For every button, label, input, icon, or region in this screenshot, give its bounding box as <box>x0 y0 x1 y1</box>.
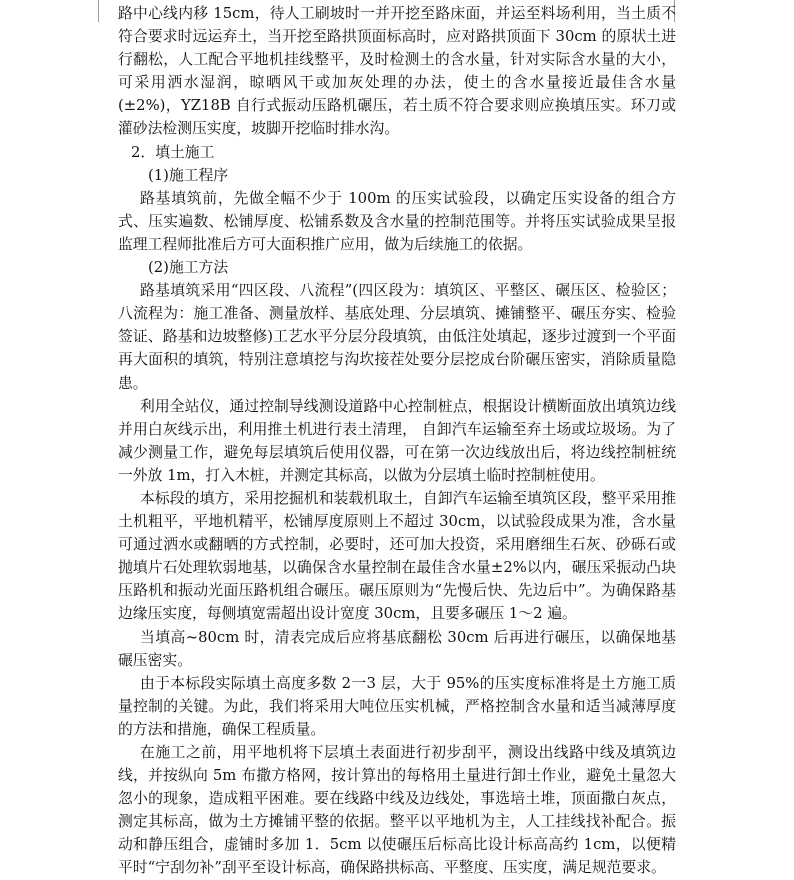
section-heading-fill-construction: 2．填土施工 <box>131 143 215 161</box>
crop-mark-left <box>98 0 99 22</box>
paragraph-fill-height: 当填高~80cm 时，清表完成后应将基底翻松 30cm 后再进行碾压，以确保地基碾压密实。 <box>118 628 676 669</box>
paragraph-four-zones-eight-flows: 路基填筑采用“四区段、八流程”(四区段为：填筑区、平整区、碾压区、检验区；八流程为：施工准备、测量放样、基底处理、分层填筑、摊铺整平、碾压夯实、检验签证、路基和边坡整修)工艺水平分层分段填筑，由低注处填起，逐步过渡到一个平面再大面积的填筑，特别注意填挖与沟坎接茬处要分层挖成台阶碾压密实，消除质量隐患。 <box>118 282 676 392</box>
paragraph-leveling: 在施工之前，用平地机将下层填土表面进行初步刮平，测设出线路中线及填筑边线，并按纵向 5m 布撒方格网，按计算出的每格用土量进行卸土作业，避免土量忽大忽小的现象，造成粗平困难。要在线路中线及边线处，事选培土堆，顶面撒白灰点，测定其标高，做为土方摊铺平整的依据。整平以平地机为主，人工挂线找补配合。振动和静压组合，虚铺时多加 1．5cm 以使碾压后标高比设计标高高约 1cm，以便精平时“宁刮勿补”刮平至设计标高，确保路拱标高、平整度、压实度，满足规范要求。 <box>118 744 676 877</box>
document-page <box>118 2 676 880</box>
paragraph-compaction-standard: 由于本标段实际填土高度多数 2一3 层，大于 95%的压实度标准将是土方施工质量控制的关键。为此，我们将采用大吨位压实机械，严格控制含水量和适当减薄厚度的方法和措施，确保工程质量。 <box>118 674 676 738</box>
subsection-heading-method: (2)施工方法 <box>148 259 229 277</box>
paragraph-excavation-end: 路中心线内移 15cm，待人工刷坡时一并开挖至路床面，并运至料场利用，当土质不符合要求时远运弃土，当开挖至路拱顶面标高时，应对路拱顶面下 30cm 的原状土进行翻松，人工配合平地机挂线整平，及时检测土的含水量，针对实际含水量的大小，可采用洒水湿润，晾晒风干或加灰处理的办法，使土的含水量接近最佳含水量(±2%)，YZ18B 自行式振动压路机碾压，若土质不符合要求则应换填压实。环刀或灌砂法检测压实度，坡脚开挖临时排水沟。 <box>118 5 676 138</box>
paragraph-total-station: 利用全站仪，通过控制导线测设道路中心控制桩点，根据设计横断面放出填筑边线并用白灰线示出，利用推土机进行表土清理， 自卸汽车运输至弃土场或垃圾场。为了减少测量工作，避免每层填筑后使用仪器，可在第一次边线放出后，将边线控制桩统一外放 1m，打入木桩，并测定其标高，以做为分层填土临时控制桩使用。 <box>118 397 676 484</box>
paragraph-fill-source: 本标段的填方，采用挖掘机和装载机取土，自卸汽车运输至填筑区段，整平采用推土机粗平，平地机精平，松铺厚度原则上不超过 30cm，以试验段成果为准，含水量可通过洒水或翻晒的方式控制，必要时，还可加大投资，采用磨细生石灰、砂砾石或抛填片石处理软弱地基，以确保含水量控制在最佳含水量±2%以内，碾压采振动凸块压路机和振动光面压路机组合碾压。碾压原则为“先慢后快、先边后中”。为确保路基边缘压实度，每侧填宽需超出设计宽度 30cm，且要多碾压 1～2 遍。 <box>118 489 676 623</box>
paragraph-test-section: 路基填筑前，先做全幅不少于 100m 的压实试验段，以确定压实设备的组合方式、压实遍数、松铺厚度、松铺系数及含水量的控制范围等。并将压实试验成果呈报监理工程师批准后方可大面积推广应用，做为后续施工的依据。 <box>118 189 676 253</box>
subsection-heading-procedure: (1)施工程序 <box>148 166 229 184</box>
